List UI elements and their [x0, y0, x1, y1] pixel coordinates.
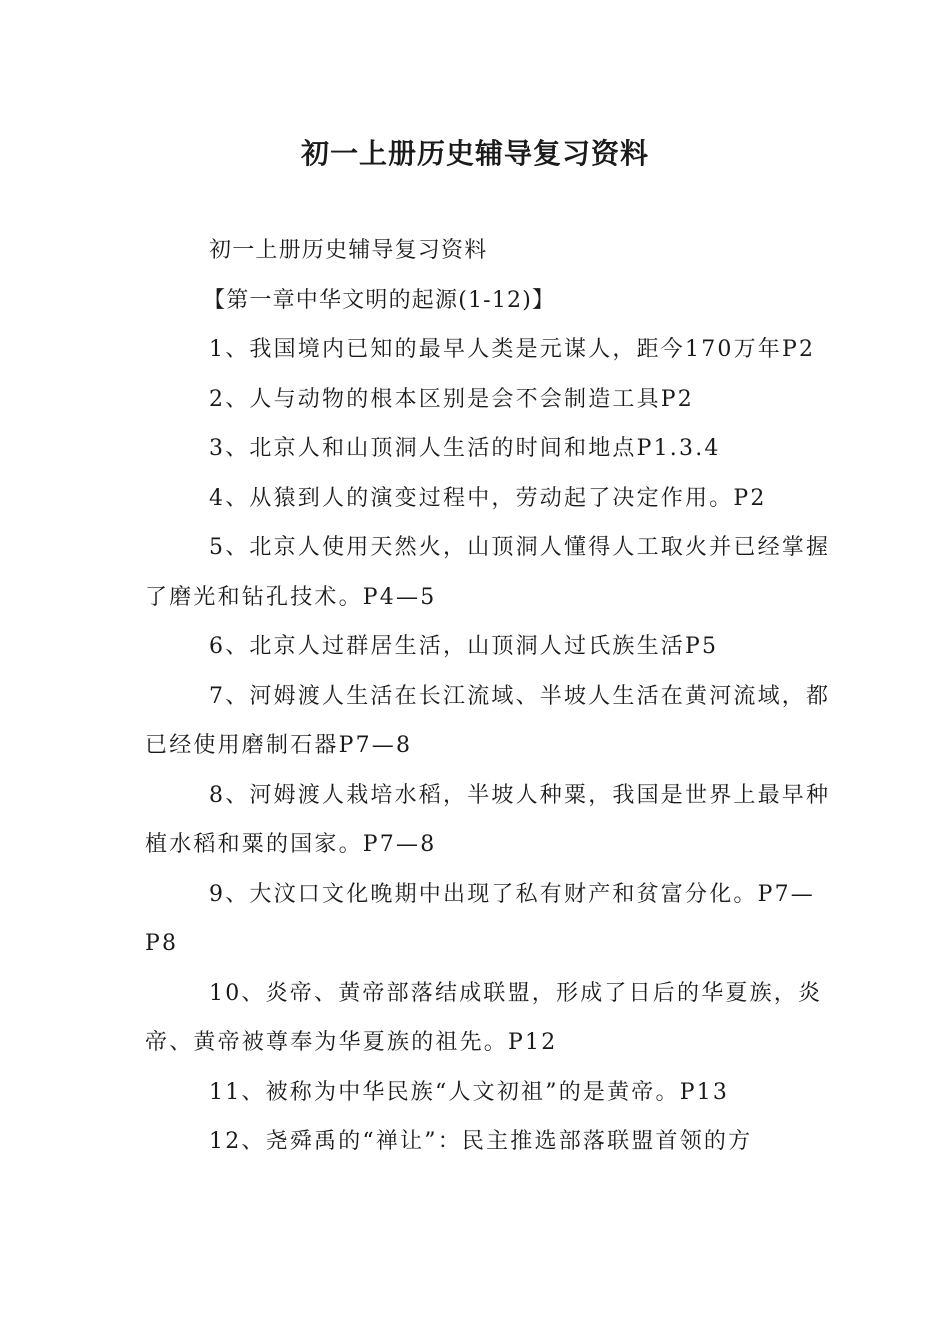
list-item: 9、大汶口文化晚期中出现了私有财产和贫富分化。P7—P8 [145, 881, 815, 956]
list-item: 7、河姆渡人生活在长江流域、半坡人生活在黄河流域，都已经使用磨制石器P7—8 [145, 683, 831, 758]
list-item: 1、我国境内已知的最早人类是元谋人，距今170万年P2 [209, 337, 816, 362]
document-body [145, 226, 835, 1167]
list-item: 6、北京人过群居生活，山顶洞人过氏族生活P5 [209, 634, 719, 659]
list-item: 10、炎帝、黄帝部落结成联盟，形成了日后的华夏族，炎帝、黄帝被尊奉为华夏族的祖先。P12 [145, 980, 823, 1055]
list-item: 12、尧舜禹的“禅让”：民主推选部落联盟首领的方 [209, 1129, 753, 1154]
chapter-heading: 【第一章中华文明的起源(1-12)】 [203, 287, 556, 313]
document-title: 初一上册历史辅导复习资料 [300, 137, 649, 170]
list-item: 2、人与动物的根本区别是会不会制造工具P2 [209, 386, 694, 412]
list-item: 11、被称为中华民族“人文初祖”的是黄帝。P13 [209, 1079, 730, 1105]
list-item: 3、北京人和山顶洞人生活的时间和地点P1.3.4 [209, 436, 721, 461]
subtitle-line: 初一上册历史辅导复习资料 [209, 238, 488, 263]
list-item: 5、北京人使用天然火，山顶洞人懂得人工取火并已经掌握了磨光和钻孔技术。P4—5 [145, 535, 831, 610]
list-item: 8、河姆渡人栽培水稻，半坡人种粟，我国是世界上最早种植水稻和粟的国家。P7—8 [145, 782, 831, 857]
list-item: 4、从猿到人的演变过程中，劳动起了决定作用。P2 [209, 485, 767, 511]
